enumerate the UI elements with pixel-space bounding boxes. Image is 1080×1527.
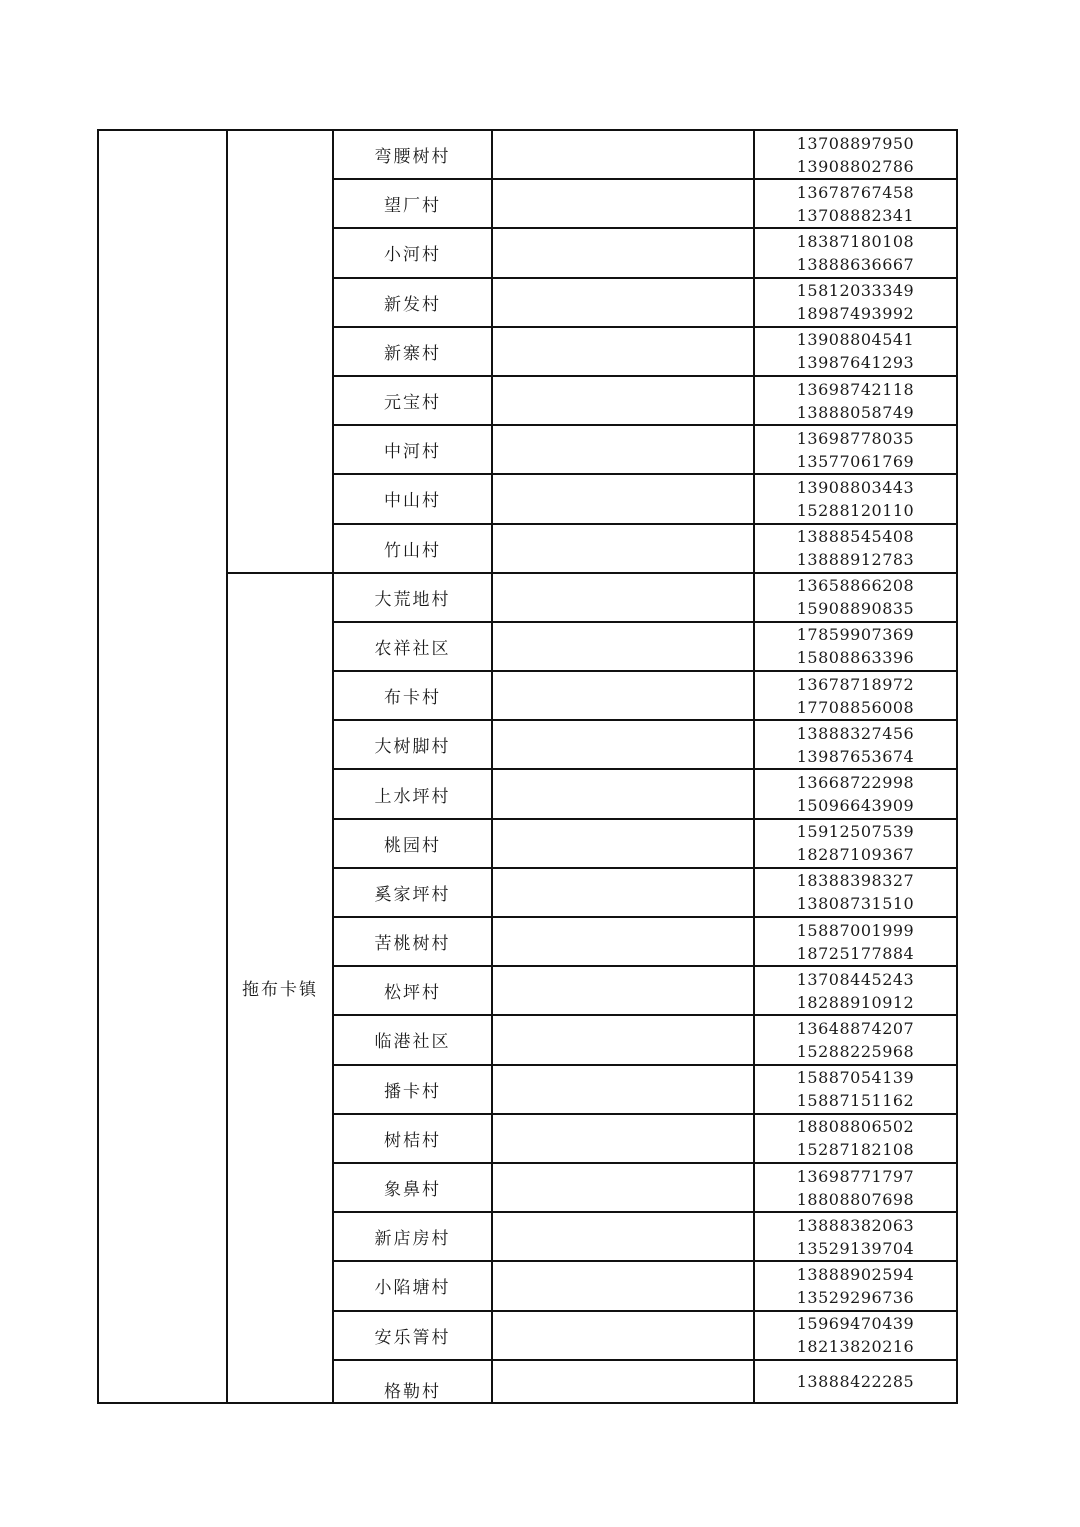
empty-cell [492, 1065, 754, 1114]
phone-cell [754, 1212, 957, 1261]
county-cell [98, 130, 227, 1403]
village-cell [333, 130, 492, 179]
empty-cell [492, 179, 754, 228]
village-cell [333, 228, 492, 277]
village-name: 树桔村 [384, 1130, 441, 1151]
phone-number: 15969470439 [796, 1314, 915, 1334]
phone-cell [754, 1311, 957, 1360]
empty-cell [492, 917, 754, 966]
village-cell [333, 1065, 492, 1114]
phone-number: 13529139704 [796, 1238, 915, 1258]
empty-cell [492, 1114, 754, 1163]
village-cell [333, 1212, 492, 1261]
phone-number: 13888636667 [796, 254, 915, 274]
village-name: 布卡村 [384, 688, 441, 709]
village-name: 中河村 [384, 442, 441, 463]
phone-cell [754, 228, 957, 277]
village-cell [333, 376, 492, 425]
phone-number: 13987641293 [796, 353, 915, 373]
village-name: 新寨村 [384, 343, 441, 364]
village-cell [333, 327, 492, 376]
village-name: 格勒村 [384, 1381, 441, 1402]
phone-cell [754, 376, 957, 425]
village-name: 新发村 [384, 294, 441, 315]
village-cell [333, 1114, 492, 1163]
empty-cell [492, 228, 754, 277]
phone-number: 13658866208 [796, 576, 915, 596]
phone-number: 13888912783 [796, 550, 915, 570]
phone-number: 13708897950 [796, 133, 915, 153]
village-name: 苦桃树村 [374, 934, 451, 955]
empty-cell [492, 524, 754, 573]
town-cell: 拖布卡镇 [227, 573, 333, 1403]
phone-number: 17708856008 [796, 697, 915, 717]
phone-number: 13698742118 [796, 379, 915, 399]
village-cell [333, 1015, 492, 1064]
village-cell [333, 524, 492, 573]
phone-number: 13678767458 [796, 182, 915, 202]
village-name: 农祥社区 [374, 638, 451, 659]
phone-cell [754, 1360, 957, 1403]
phone-number: 15287182108 [796, 1140, 915, 1160]
phone-number: 18288910912 [796, 992, 915, 1012]
phone-number: 13529296736 [796, 1287, 915, 1307]
phone-cell [754, 179, 957, 228]
village-name: 小河村 [384, 245, 441, 266]
phone-number: 13888382063 [796, 1215, 915, 1235]
phone-number: 15808863396 [796, 648, 915, 668]
empty-cell [492, 868, 754, 917]
village-name: 中山村 [384, 491, 441, 512]
phone-number: 13908804541 [796, 330, 915, 350]
phone-cell [754, 425, 957, 474]
table-row [98, 573, 957, 622]
phone-number: 15887001999 [796, 920, 915, 940]
phone-cell [754, 1261, 957, 1310]
village-name: 小陷塘村 [374, 1278, 451, 1299]
village-cell [333, 917, 492, 966]
village-cell [333, 573, 492, 622]
town-cell [227, 130, 333, 573]
village-cell [333, 819, 492, 868]
village-name: 上水坪村 [374, 786, 451, 807]
phone-number: 13808731510 [796, 894, 915, 914]
phone-number: 15288120110 [796, 500, 915, 520]
phone-number: 13708882341 [796, 205, 915, 225]
empty-cell [492, 327, 754, 376]
village-name: 望厂村 [384, 196, 441, 217]
village-cell [333, 1163, 492, 1212]
village-name: 象鼻村 [384, 1180, 441, 1201]
phone-number: 13678718972 [796, 674, 915, 694]
village-cell [333, 868, 492, 917]
empty-cell [492, 819, 754, 868]
phone-number: 18387180108 [796, 231, 915, 251]
phone-cell [754, 524, 957, 573]
empty-cell [492, 1311, 754, 1360]
phone-number: 13888902594 [796, 1264, 915, 1284]
village-name: 弯腰树村 [374, 147, 451, 168]
empty-cell [492, 573, 754, 622]
phone-cell [754, 720, 957, 769]
empty-cell [492, 622, 754, 671]
phone-number: 18808807698 [796, 1189, 915, 1209]
phone-number: 13908802786 [796, 156, 915, 176]
empty-cell [492, 966, 754, 1015]
phone-number: 13888545408 [796, 527, 915, 547]
phone-cell [754, 573, 957, 622]
village-cell [333, 720, 492, 769]
village-name: 竹山村 [384, 540, 441, 561]
table-body [98, 130, 957, 1403]
phone-number: 15812033349 [796, 281, 915, 301]
village-name: 元宝村 [384, 393, 441, 414]
village-name: 安乐箐村 [374, 1327, 451, 1348]
village-name: 大荒地村 [374, 589, 451, 610]
phone-cell [754, 622, 957, 671]
empty-cell [492, 1261, 754, 1310]
phone-cell [754, 1163, 957, 1212]
empty-cell [492, 1015, 754, 1064]
phone-number: 15908890835 [796, 599, 915, 619]
village-cell [333, 671, 492, 720]
village-cell [333, 966, 492, 1015]
phone-number: 18808806502 [796, 1117, 915, 1137]
empty-cell [492, 720, 754, 769]
phone-number: 13987653674 [796, 746, 915, 766]
village-cell [333, 179, 492, 228]
empty-cell [492, 1163, 754, 1212]
empty-cell [492, 769, 754, 818]
village-name: 播卡村 [384, 1081, 441, 1102]
empty-cell [492, 671, 754, 720]
phone-number: 15912507539 [796, 822, 915, 842]
phone-number: 15887151162 [796, 1091, 915, 1111]
phone-number: 13698778035 [796, 428, 915, 448]
phone-cell [754, 1114, 957, 1163]
phone-number: 13908803443 [796, 477, 915, 497]
village-cell [333, 425, 492, 474]
phone-number: 13708445243 [796, 969, 915, 989]
empty-cell [492, 278, 754, 327]
village-name: 临港社区 [374, 1032, 451, 1053]
phone-number: 13668722998 [796, 773, 915, 793]
empty-cell [492, 474, 754, 523]
table-row [98, 130, 957, 179]
phone-number: 18287109367 [796, 845, 915, 865]
phone-number: 18725177884 [796, 943, 915, 963]
phone-number: 18213820216 [796, 1337, 915, 1357]
phone-cell [754, 1015, 957, 1064]
empty-cell [492, 425, 754, 474]
phone-cell [754, 1065, 957, 1114]
village-cell [333, 278, 492, 327]
phone-cell [754, 327, 957, 376]
village-cell [333, 1360, 492, 1403]
phone-cell [754, 671, 957, 720]
phone-cell [754, 868, 957, 917]
phone-number: 13648874207 [796, 1018, 915, 1038]
phone-cell [754, 474, 957, 523]
phone-cell [754, 769, 957, 818]
village-cell [333, 622, 492, 671]
phone-number: 18388398327 [796, 871, 915, 891]
phone-number: 15096643909 [796, 796, 915, 816]
phone-number: 13698771797 [796, 1166, 915, 1186]
village-name: 奚家坪村 [374, 884, 451, 905]
phone-cell [754, 917, 957, 966]
phone-number: 15288225968 [796, 1041, 915, 1061]
phone-number: 15887054139 [796, 1068, 915, 1088]
village-name: 新店房村 [374, 1229, 451, 1250]
phone-number: 13577061769 [796, 451, 915, 471]
phone-cell [754, 819, 957, 868]
phone-number: 13888058749 [796, 402, 915, 422]
village-cell [333, 474, 492, 523]
empty-cell [492, 130, 754, 179]
village-cell [333, 769, 492, 818]
village-name: 桃园村 [384, 835, 441, 856]
empty-cell [492, 376, 754, 425]
phone-cell [754, 278, 957, 327]
phone-cell [754, 130, 957, 179]
phone-cell [754, 966, 957, 1015]
village-name: 松坪村 [384, 983, 441, 1004]
village-name: 大树脚村 [374, 737, 451, 758]
village-cell [333, 1311, 492, 1360]
phone-number: 17859907369 [796, 625, 915, 645]
empty-cell [492, 1212, 754, 1261]
phone-number: 13888327456 [796, 723, 915, 743]
phone-number: 18987493992 [796, 304, 915, 324]
empty-cell [492, 1360, 754, 1403]
phone-number: 13888422285 [796, 1371, 915, 1391]
village-cell [333, 1261, 492, 1310]
contact-table [97, 129, 958, 1404]
